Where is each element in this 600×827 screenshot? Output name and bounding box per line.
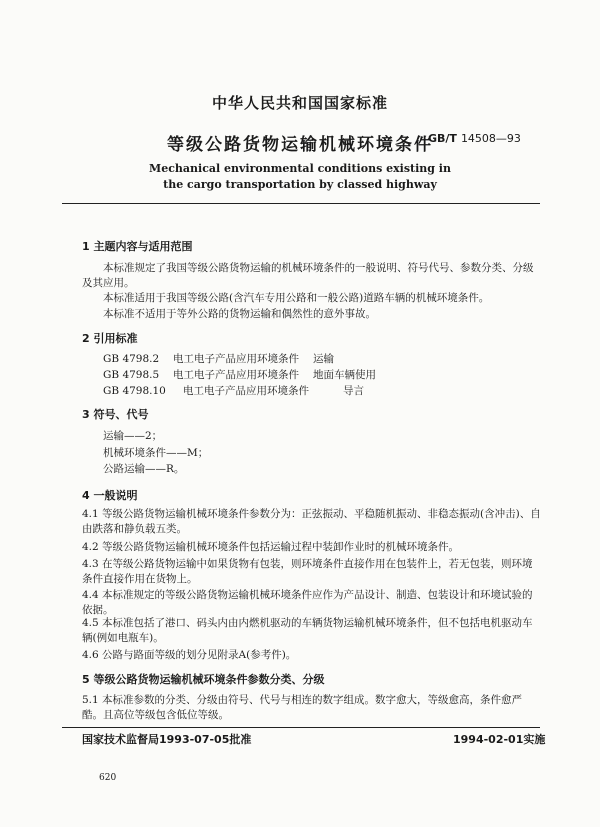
section-1-paragraph-2: 本标准适用于我国等级公路(含汽车专用公路和一般公路)道路车辆的机械环境条件。 bbox=[103, 292, 490, 304]
reference-item bbox=[103, 368, 376, 383]
symbol-line: 机械环境条件——M； bbox=[103, 447, 209, 459]
clause-4-4: 4.4 本标准规定的等级公路货物运输机械环境条件应作为产品设计、制造、包装设计和环境试验的依据。 bbox=[82, 589, 533, 616]
english-title-line-2: the cargo transportation by classed highway bbox=[163, 178, 437, 191]
reference-subtitle: 运输 bbox=[313, 353, 334, 365]
reference-subtitle: 地面车辆使用 bbox=[313, 369, 376, 381]
english-title-line-1: Mechanical environmental conditions existing in bbox=[149, 162, 451, 175]
section-2-heading: 2 引用标准 bbox=[82, 332, 138, 345]
reference-title: 电工电子产品应用环境条件 bbox=[183, 385, 309, 397]
section-1-paragraph-3: 本标准不适用于等外公路的货物运输和偶然性的意外事故。 bbox=[103, 308, 376, 320]
document-title: 等级公路货物运输机械环境条件 bbox=[167, 135, 433, 155]
reference-code: GB 4798.2 bbox=[103, 353, 160, 365]
reference-item bbox=[103, 352, 334, 367]
clause-4-2: 4.2 等级公路货物运输机械环境条件包括运输过程中装卸作业时的机械环境条件。 bbox=[82, 541, 460, 553]
reference-code: GB 4798.5 bbox=[103, 369, 160, 381]
section-1-heading: 1 主题内容与适用范围 bbox=[82, 240, 193, 253]
page-number: 620 bbox=[99, 773, 117, 783]
code-prefix: GB/T bbox=[428, 132, 457, 145]
clause-4-3: 4.3 在等级公路货物运输中如果货物有包装，则环境条件直接作用在包装件上，若无包装，则环境条件直接作用在货物上。 bbox=[82, 558, 533, 585]
reference-code: GB 4798.10 bbox=[103, 385, 166, 397]
reference-title: 电工电子产品应用环境条件 bbox=[173, 369, 299, 381]
symbol-line: 公路运输——R。 bbox=[103, 463, 185, 475]
national-standard-label: 中华人民共和国国家标准 bbox=[211, 94, 388, 112]
reference-subtitle: 导言 bbox=[343, 385, 364, 397]
clause-4-1: 4.1 等级公路货物运输机械环境条件参数分为：正弦振动、平稳随机振动、非稳态振动(含冲击)、自由跌落和静负载五类。 bbox=[82, 508, 541, 535]
section-5-heading: 5 等级公路货物运输机械环境条件参数分类、分级 bbox=[82, 673, 325, 686]
implementation-date: 1994-02-01实施 bbox=[453, 733, 546, 746]
section-4-heading: 4 一般说明 bbox=[82, 489, 138, 502]
footer-divider bbox=[62, 727, 540, 728]
reference-title: 电工电子产品应用环境条件 bbox=[173, 353, 299, 365]
code-number: 14508—93 bbox=[460, 132, 521, 145]
clause-4-6: 4.6 公路与路面等级的划分见附录A(参考件)。 bbox=[82, 649, 297, 661]
symbol-line: 运输——2； bbox=[103, 430, 163, 442]
reference-item bbox=[103, 384, 364, 399]
section-1-paragraph-1: 本标准规定了我国等级公路货物运输的机械环境条件的一般说明、符号代号、参数分类、分级及其应用。 bbox=[82, 262, 534, 289]
clause-4-5: 4.5 本标准包括了港口、码头内由内燃机驱动的车辆货物运输机械环境条件，但不包括电机驱动车辆(例如电瓶车)。 bbox=[82, 617, 533, 644]
section-3-heading: 3 符号、代号 bbox=[82, 408, 149, 421]
approval-note: 国家技术监督局1993-07-05批准 bbox=[82, 733, 252, 746]
clause-5-1: 5.1 本标准参数的分类、分级由符号、代号与相连的数字组成。数字愈大，等级愈高，条件愈严酷。且高位等级包含低位等级。 bbox=[82, 694, 523, 721]
header-divider bbox=[62, 203, 540, 204]
standard-code bbox=[428, 132, 521, 145]
